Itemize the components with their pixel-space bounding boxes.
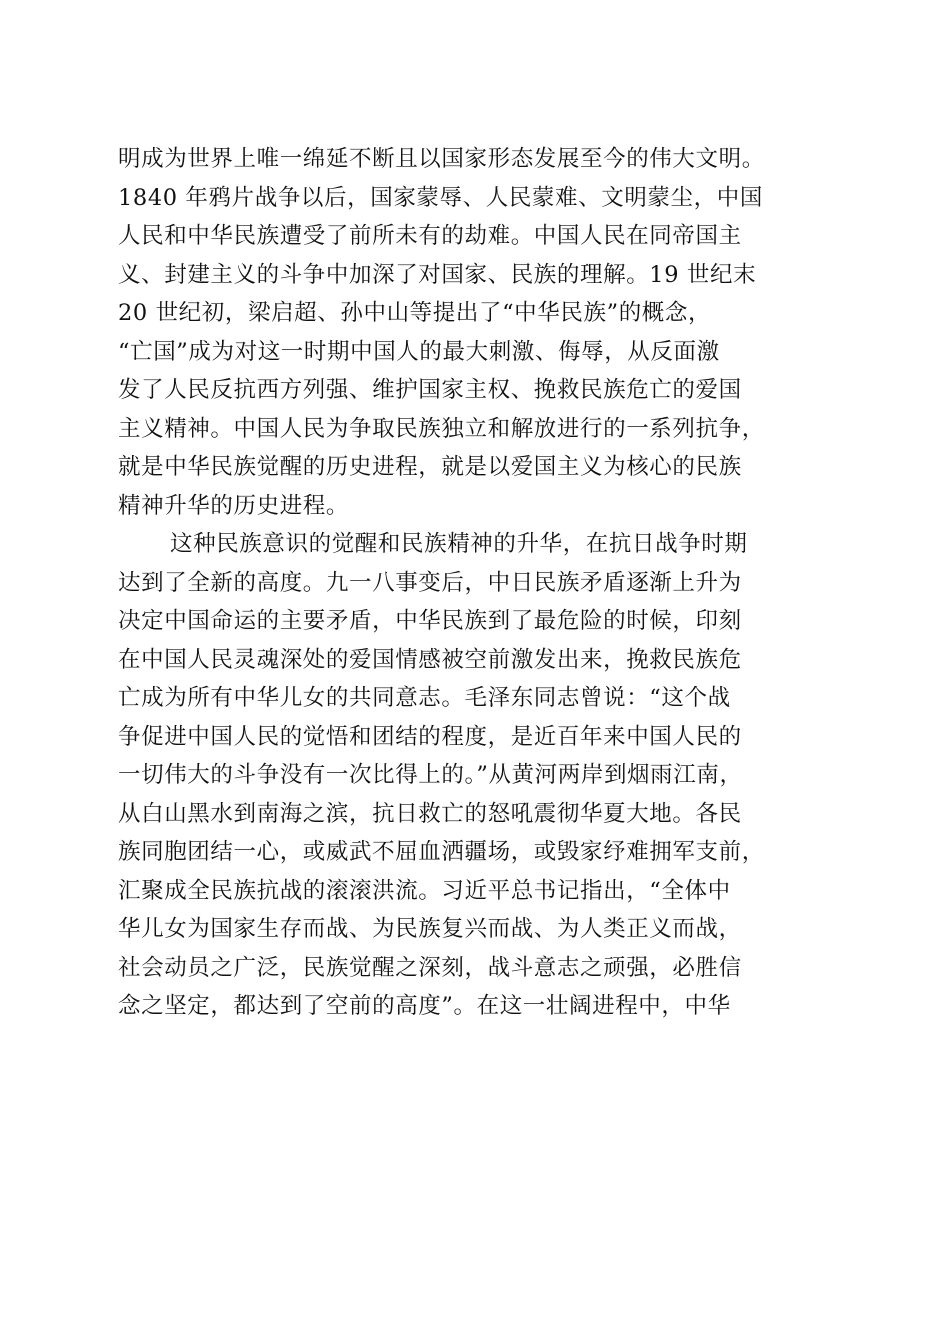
text-line: 华儿女为国家生存而战、为民族复兴而战、为人类正义而战， xyxy=(118,916,742,942)
text-line: 明成为世界上唯一绵延不断且以国家形态发展至今的伟大文明。 xyxy=(118,146,765,172)
text-line: 亡成为所有中华儿女的共同意志。毛泽东同志曾说：“这个战 xyxy=(118,685,731,711)
text-line: 义、封建主义的斗争中加深了对国家、民族的理解。19 世纪末 xyxy=(118,261,757,288)
text-line: 念之坚定，都达到了空前的高度”。在这一壮阔进程中，中华 xyxy=(118,993,731,1019)
text-line-first-indented: 这种民族意识的觉醒和民族精神的升华，在抗日战争时期 xyxy=(170,531,748,557)
text-line: 汇聚成全民族抗战的滚滚洪流。习近平总书记指出，“全体中 xyxy=(118,877,731,904)
text-line: 在中国人民灵魂深处的爱国情感被空前激发出来，挽救民族危 xyxy=(118,646,742,673)
paragraph-1 xyxy=(118,140,834,525)
text-line: 一切伟大的斗争没有一次比得上的。”从黄河两岸到烟雨江南， xyxy=(118,762,743,788)
text-line: 人民和中华民族遭受了前所未有的劫难。中国人民在同帝国主 xyxy=(118,223,742,249)
paragraph-2 xyxy=(118,525,834,1026)
text-line: 从白山黑水到南海之滨，抗日救亡的怒吼震彻华夏大地。各民 xyxy=(118,800,742,827)
text-line: 20 世纪初，梁启超、孙中山等提出了“中华民族”的概念， xyxy=(118,300,712,326)
text-line: 社会动员之广泛，民族觉醒之深刻，战斗意志之顽强，必胜信 xyxy=(118,954,742,981)
text-line: 就是中华民族觉醒的历史进程，就是以爱国主义为核心的民族 xyxy=(118,454,742,480)
document-body xyxy=(118,140,834,1026)
text-line: 发了人民反抗西方列强、维护国家主权、挽救民族危亡的爱国 xyxy=(118,377,742,403)
text-line: 精神升华的历史进程。 xyxy=(118,492,350,519)
text-line: 达到了全新的高度。九一八事变后，中日民族矛盾逐渐上升为 xyxy=(118,569,742,596)
text-line: “亡国”成为对这一时期中国人的最大刺激、侮辱，从反面激 xyxy=(118,338,720,365)
text-line: 1840 年鸦片战争以后，国家蒙辱、人民蒙难、文明蒙尘，中国 xyxy=(118,184,763,211)
text-line: 主义精神。中国人民为争取民族独立和解放进行的一系列抗争， xyxy=(118,415,765,442)
text-line: 争促进中国人民的觉悟和团结的程度，是近百年来中国人民的 xyxy=(118,723,742,750)
text-line: 决定中国命运的主要矛盾，中华民族到了最危险的时候，印刻 xyxy=(118,608,742,634)
text-line: 族同胞团结一心，或威武不屈血洒疆场，或毁家纾难拥军支前， xyxy=(118,839,765,865)
